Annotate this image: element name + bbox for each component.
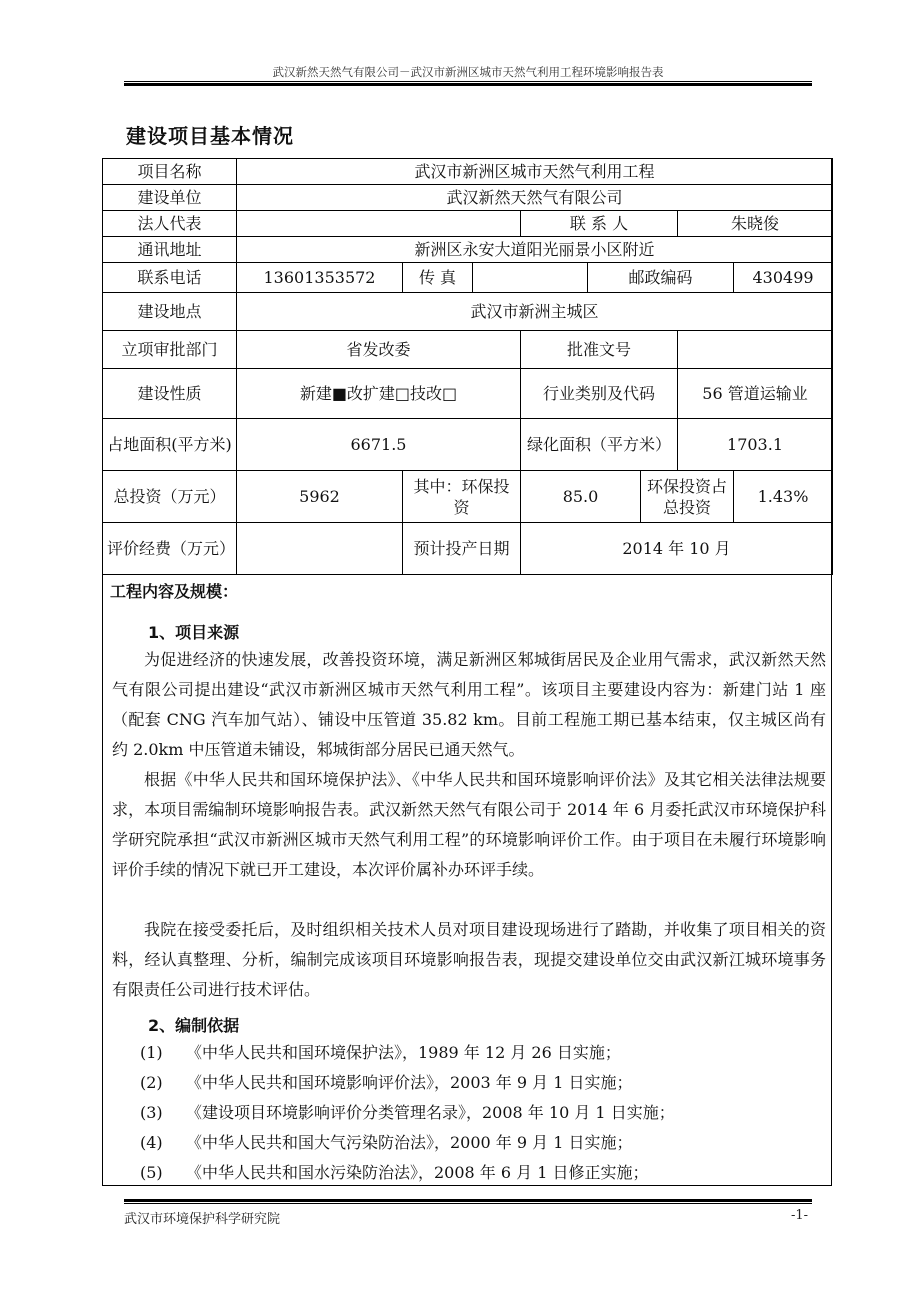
- legal-rep-value: [237, 211, 521, 237]
- green-value: 1703.1: [678, 419, 833, 471]
- phone-label: 联系电话: [103, 263, 237, 293]
- address-value: 新洲区永安大道阳光丽景小区附近: [237, 237, 833, 263]
- section-title: 建设项目基本情况: [126, 124, 294, 148]
- reference-item: [140, 1158, 649, 1188]
- address-label: 通讯地址: [103, 237, 237, 263]
- green-label: 绿化面积（平方米）: [521, 419, 678, 471]
- paragraph-2: 根据《中华人民共和国环境保护法》、《中华人民共和国环境影响评价法》及其它相关法律法规要求，本项目需编制环境影响报告表。武汉新然天然气有限公司于 2014 年 6 月委托武汉市环境保护科学研究院承担“武汉市新洲区城市天然气利用工程”的环境影响评价工作。由于项目在未履行环境影响评价手续的情况下就已开工建设，本次评价属补办环评手续。: [112, 770, 826, 879]
- paragraph-1: 为促进经济的快速发展，改善投资环境，满足新洲区邾城街居民及企业用气需求，武汉新然天然气有限公司提出建设“武汉市新洲区城市天然气利用工程”。该项目主要建设内容为：新建门站 1 座（配套 CNG 汽车加气站）、铺设中压管道 35.82 km。目前工程施工期已基本结束，仅主城区尚有约 2.0km 中压管道未铺设，邾城街部分居民已通天然气。: [112, 650, 826, 759]
- table-row: [103, 523, 833, 575]
- reference-item: [140, 1038, 621, 1068]
- reference-number: (2): [140, 1073, 163, 1092]
- page-number: -1-: [790, 1208, 808, 1223]
- prod-date-value: 2014 年 10 月: [521, 523, 833, 575]
- reference-text: 《中华人民共和国环境影响评价法》，2003 年 9 月 1 日实施；: [186, 1073, 633, 1092]
- table-row: [103, 369, 833, 419]
- header-rule: [124, 81, 812, 86]
- reference-number: (3): [140, 1103, 163, 1122]
- table-row: [103, 159, 833, 185]
- contact-value: 朱晓俊: [678, 211, 833, 237]
- industry-label: 行业类别及代码: [521, 369, 678, 419]
- approval-doc-value: [678, 331, 833, 369]
- subhead-basis: 2、编制依据: [148, 1016, 240, 1035]
- env-ratio-value: 1.43%: [734, 471, 833, 523]
- eval-fee-label: 评价经费（万元）: [103, 523, 237, 575]
- reference-text: 《中华人民共和国大气污染防治法》，2000 年 9 月 1 日实施；: [186, 1133, 633, 1152]
- running-header: 武汉新然天然气有限公司－武汉市新洲区城市天然气利用工程环境影响报告表: [272, 65, 664, 79]
- area-value: 6671.5: [237, 419, 521, 471]
- approval-doc-label: 批准文号: [521, 331, 678, 369]
- postcode-label: 邮政编码: [588, 263, 734, 293]
- nature-label: 建设性质: [103, 369, 237, 419]
- site-value: 武汉市新洲主城区: [237, 293, 833, 331]
- project-name-label: 项目名称: [103, 159, 237, 185]
- table-row: [103, 293, 833, 331]
- table-row: [103, 263, 833, 293]
- project-info-table: [102, 158, 833, 575]
- phone-value: 13601353572: [237, 263, 403, 293]
- contact-label: 联 系 人: [521, 211, 678, 237]
- content-title: 工程内容及规模：: [110, 582, 239, 601]
- fax-label: 传 真: [403, 263, 473, 293]
- reference-item: [140, 1068, 633, 1098]
- env-invest-value: 85.0: [521, 471, 641, 523]
- approval-dept-label: 立项审批部门: [103, 331, 237, 369]
- reference-number: (4): [140, 1133, 163, 1152]
- subhead-project-source: 1、项目来源: [148, 623, 240, 642]
- footer-rule: [124, 1199, 812, 1204]
- env-invest-label: 其中：环保投资: [403, 471, 521, 523]
- reference-item: [140, 1098, 675, 1128]
- reference-text: 《建设项目环境影响评价分类管理名录》，2008 年 10 月 1 日实施；: [186, 1103, 675, 1122]
- approval-dept-value: 省发改委: [237, 331, 521, 369]
- invest-value: 5962: [237, 471, 403, 523]
- eval-fee-value: [237, 523, 403, 575]
- legal-rep-label: 法人代表: [103, 211, 237, 237]
- fax-value: [473, 263, 588, 293]
- env-ratio-label: 环保投资占总投资: [641, 471, 734, 523]
- reference-number: (5): [140, 1163, 163, 1182]
- industry-value: 56 管道运输业: [678, 369, 833, 419]
- table-row: [103, 211, 833, 237]
- table-row: [103, 419, 833, 471]
- invest-label: 总投资（万元）: [103, 471, 237, 523]
- reference-text: 《中华人民共和国水污染防治法》，2008 年 6 月 1 日修正实施；: [186, 1163, 649, 1182]
- reference-text: 《中华人民共和国环境保护法》，1989 年 12 月 26 日实施；: [186, 1043, 621, 1062]
- table-row: [103, 331, 833, 369]
- project-name-value: 武汉市新洲区城市天然气利用工程: [237, 159, 833, 185]
- footer-institute: 武汉市环境保护科学研究院: [124, 1212, 281, 1227]
- table-row: [103, 471, 833, 523]
- nature-value: 新建■改扩建□技改□: [237, 369, 521, 419]
- table-row: [103, 237, 833, 263]
- paragraph-3: 我院在接受委托后，及时组织相关技术人员对项目建设现场进行了踏勘，并收集了项目相关的资料，经认真整理、分析，编制完成该项目环境影响报告表，现提交建设单位交由武汉新江城环境事务有限责任公司进行技术评估。: [112, 920, 826, 999]
- reference-item: [140, 1128, 633, 1158]
- builder-value: 武汉新然天然气有限公司: [237, 185, 833, 211]
- area-label: 占地面积(平方米): [103, 419, 237, 471]
- table-row: [103, 185, 833, 211]
- reference-number: (1): [140, 1043, 163, 1062]
- builder-label: 建设单位: [103, 185, 237, 211]
- postcode-value: 430499: [734, 263, 833, 293]
- prod-date-label: 预计投产日期: [403, 523, 521, 575]
- site-label: 建设地点: [103, 293, 237, 331]
